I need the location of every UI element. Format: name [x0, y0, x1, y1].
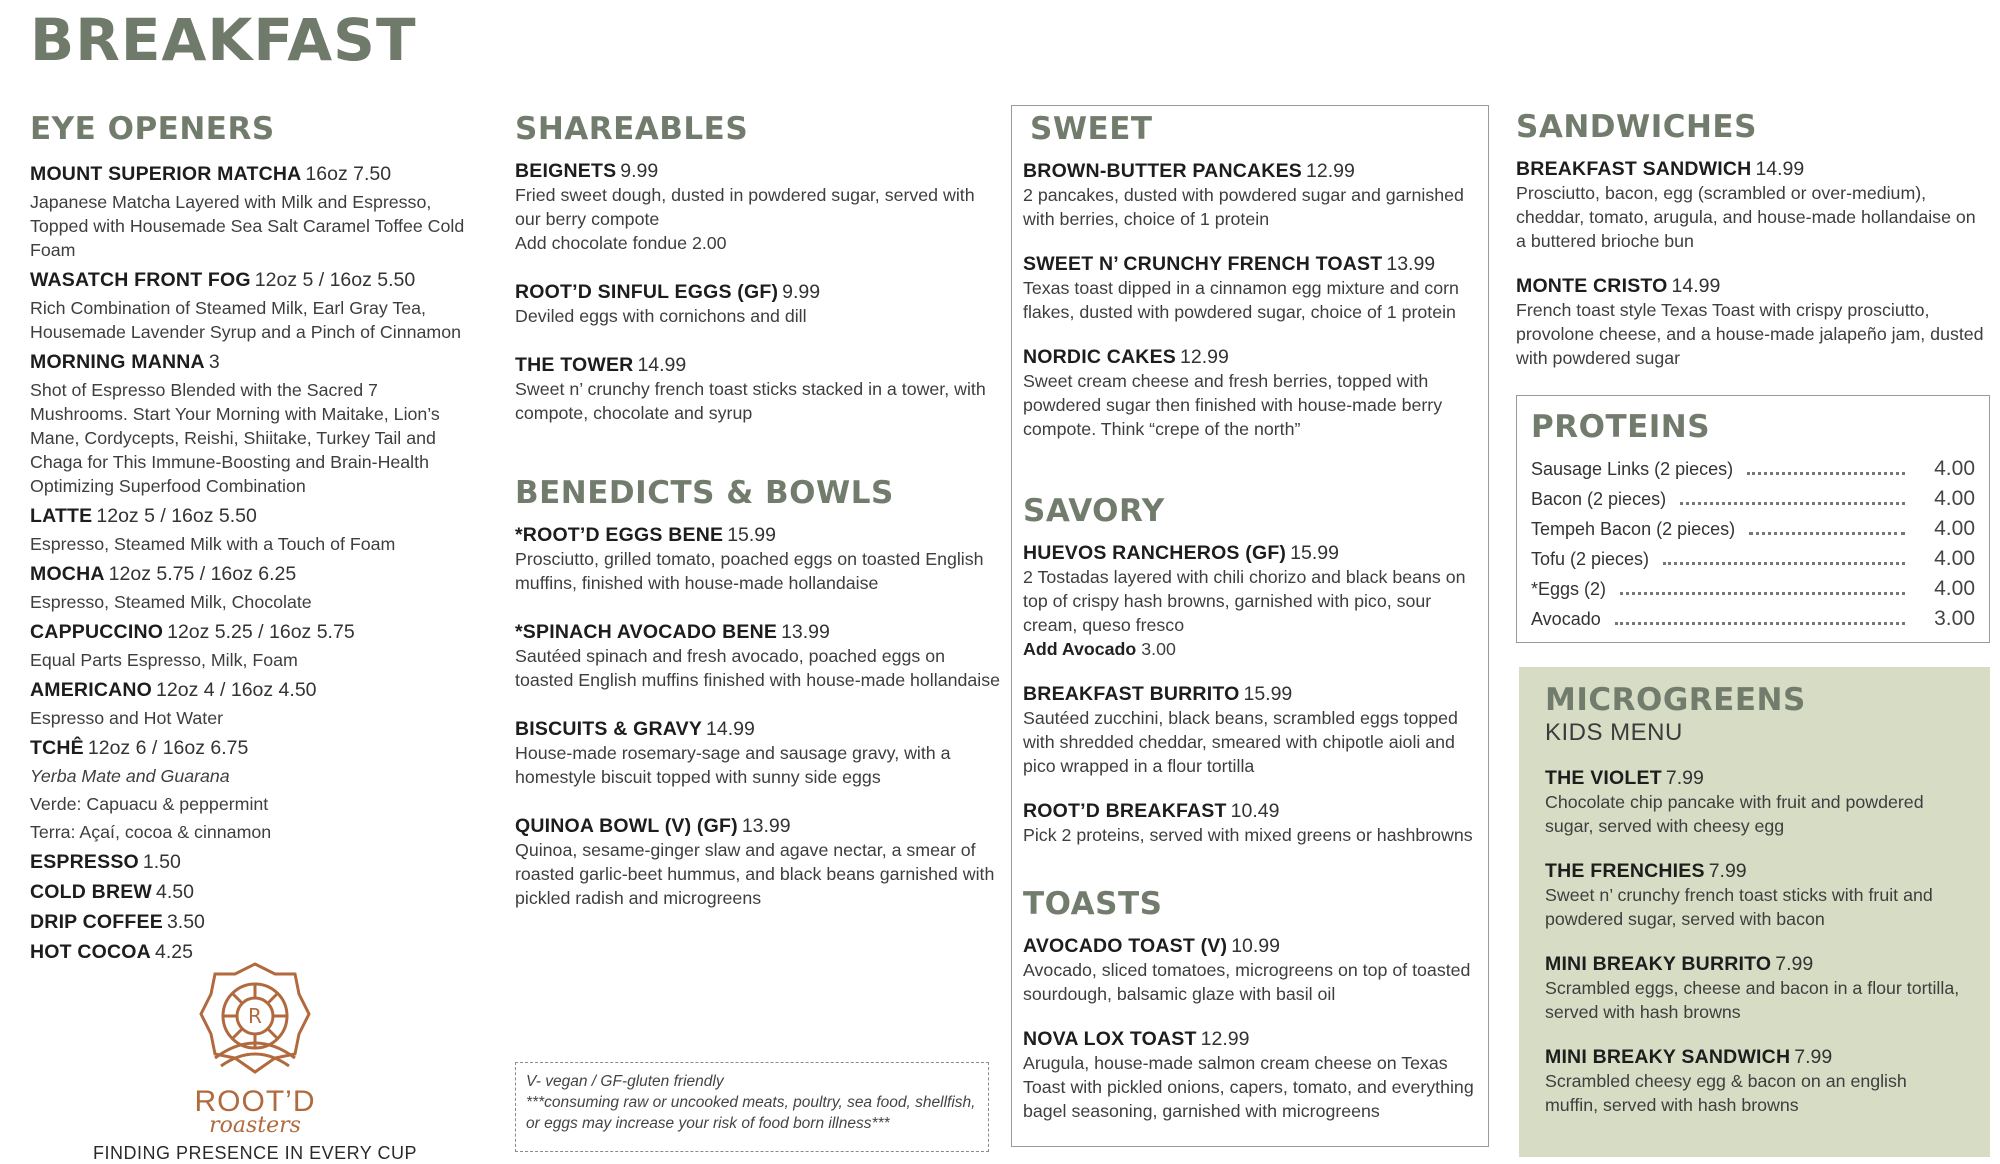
sweet-section	[1023, 112, 1483, 463]
protein-name: Sausage Links (2 pieces)	[1531, 459, 1734, 480]
proteins-heading: PROTEINS	[1531, 409, 1711, 445]
menu-item-title	[30, 160, 480, 190]
menu-item-title	[30, 734, 480, 764]
menu-item-title	[30, 848, 480, 878]
logo-sub: roasters	[209, 1113, 301, 1138]
menu-item-name: THE VIOLET	[1545, 767, 1662, 790]
menu-item	[515, 354, 995, 425]
menu-item-name: QUINOA BOWL (V) (GF)	[515, 815, 738, 838]
menu-item-addon: Add chocolate fondue 2.00	[515, 233, 727, 254]
menu-item-price: 14.99	[1755, 158, 1805, 181]
menu-item	[30, 676, 480, 730]
menu-item-name: BISCUITS & GRAVY	[515, 718, 703, 741]
protein-row	[1531, 514, 1975, 544]
menu-item	[1545, 860, 1964, 931]
menu-item	[1023, 346, 1483, 441]
menu-item-title	[1023, 683, 1483, 706]
menu-item-price: 12oz 6 / 16oz 6.75	[87, 737, 249, 760]
leader-dots	[1620, 592, 1905, 595]
menu-item-price: 1.50	[142, 851, 181, 874]
menu-item	[1023, 542, 1483, 661]
menu-item-price: 12.99	[1180, 346, 1229, 369]
menu-item-name: MINI BREAKY BURRITO	[1545, 953, 1772, 976]
menu-item-description: Deviled eggs with cornichons and dill	[515, 306, 807, 327]
protein-row	[1531, 604, 1975, 634]
menu-item-price: 15.99	[727, 524, 776, 547]
menu-item-addon	[1023, 637, 1483, 661]
menu-item-title	[515, 718, 1000, 741]
menu-item	[30, 908, 480, 938]
menu-item-price: 7.99	[1794, 1046, 1833, 1069]
menu-item-price: 4.25	[154, 941, 193, 964]
menu-item	[1023, 935, 1483, 1006]
menu-item-description: Prosciutto, grilled tomato, poached eggs on toasted English muffins, finished with house-made hollandaise	[515, 549, 984, 594]
menu-item-title	[1023, 542, 1483, 565]
menu-item-name: MORNING MANNA	[30, 351, 205, 374]
menu-item	[1516, 275, 1986, 370]
protein-price: 4.00	[1934, 547, 1975, 571]
menu-item-description: Arugula, house-made salmon cream cheese on Texas Toast with pickled onions, capers, tomato, and everything bagel seasoning, garnished with microgreens	[1023, 1053, 1474, 1122]
protein-row	[1531, 574, 1975, 604]
menu-item	[30, 266, 480, 344]
menu-item-price: 13.99	[1386, 253, 1436, 276]
menu-item-name: WASATCH FRONT FOG	[30, 269, 251, 292]
menu-item-price: 12oz 5.75 / 16oz 6.25	[108, 563, 297, 586]
menu-item-price: 14.99	[706, 718, 755, 741]
menu-item-description: Chocolate chip pancake with fruit and powdered sugar, served with cheesy egg	[1545, 792, 1924, 837]
protein-price: 4.00	[1934, 487, 1975, 511]
menu-item-price: 15.99	[1290, 542, 1339, 565]
menu-item-description: Scrambled eggs, cheese and bacon in a flour tortilla, served with hash browns	[1545, 978, 1960, 1023]
note-line-1: V- vegan / GF-gluten friendly	[526, 1073, 724, 1090]
leader-dots	[1749, 532, 1905, 535]
menu-item	[1023, 800, 1483, 847]
menu-item-description: Verde: Capuacu & peppermint	[30, 794, 269, 815]
menu-item	[1545, 953, 1964, 1024]
menu-item-description: Scrambled cheesy egg & bacon on an english muffin, served with hash browns	[1545, 1071, 1907, 1116]
menu-item	[30, 878, 480, 908]
benedicts-heading: BENEDICTS & BOWLS	[515, 475, 894, 511]
proteins-section	[1516, 395, 1990, 643]
protein-name: Tofu (2 pieces)	[1531, 549, 1650, 570]
note-line-2: ***consuming raw or uncooked meats, poultry, sea food, shellfish, or eggs may increase your risk of food born illness***	[526, 1094, 976, 1132]
menu-item-title	[1023, 935, 1483, 958]
menu-item-price: 12.99	[1306, 160, 1355, 183]
menu-item-title	[30, 908, 480, 938]
menu-item-description: 2 pancakes, dusted with powdered sugar and garnished with berries, choice of 1 protein	[1023, 185, 1464, 230]
leader-dots	[1680, 502, 1905, 505]
menu-item-description: Equal Parts Espresso, Milk, Foam	[30, 650, 298, 671]
menu-item-title	[30, 676, 480, 706]
menu-item-name: AMERICANO	[30, 679, 153, 702]
toasts-section	[1023, 887, 1483, 1145]
toasts-heading: TOASTS	[1023, 886, 1163, 922]
menu-item-description: Sautéed spinach and fresh avocado, poached eggs on toasted English muffins finished with house-made hollandaise	[515, 646, 1000, 691]
menu-item-name: ROOT’D SINFUL EGGS (GF)	[515, 281, 779, 304]
eye-openers-section	[30, 112, 480, 968]
protein-price: 4.00	[1934, 577, 1975, 601]
roasters-logo	[90, 958, 420, 1164]
leader-dots	[1747, 472, 1905, 475]
menu-item-description: Espresso, Steamed Milk with a Touch of Foam	[30, 534, 396, 555]
menu-item-description: Sweet cream cheese and fresh berries, topped with powdered sugar then finished with house-made berry compote. Think “crepe of the north”	[1023, 371, 1443, 440]
savory-heading: SAVORY	[1023, 493, 1165, 529]
menu-item	[30, 560, 480, 614]
shareables-heading: SHAREABLES	[515, 111, 749, 147]
menu-item-name: ROOT’D BREAKFAST	[1023, 800, 1227, 823]
sweet-heading: SWEET	[1030, 111, 1153, 147]
menu-item	[515, 718, 1000, 789]
menu-item	[515, 621, 1000, 692]
menu-item-title	[515, 281, 995, 304]
menu-item-description: House-made rosemary-sage and sausage gravy, with a homestyle biscuit topped with sunny side eggs	[515, 743, 951, 788]
menu-item-name: MOUNT SUPERIOR MATCHA	[30, 163, 302, 186]
menu-item-note: Yerba Mate and Guarana	[30, 766, 230, 787]
sandwiches-section	[1516, 110, 1986, 392]
menu-item-name: SWEET N’ CRUNCHY FRENCH TOAST	[1023, 253, 1383, 276]
menu-item	[30, 734, 480, 844]
menu-item-name: TCHÊ	[30, 737, 84, 760]
menu-item-price: 7.99	[1665, 767, 1704, 790]
menu-item-price: 12oz 5 / 16oz 5.50	[96, 505, 257, 528]
menu-item-price: 3.50	[166, 911, 205, 934]
menu-item-title	[515, 815, 1000, 838]
menu-item-price: 9.99	[782, 281, 821, 304]
menu-item	[515, 281, 995, 328]
menu-item-description: French toast style Texas Toast with crispy prosciutto, provolone cheese, and a house-made jalapeño jam, dusted with powdered sugar	[1516, 300, 1984, 369]
menu-item	[1545, 767, 1964, 838]
protein-name: Bacon (2 pieces)	[1531, 489, 1667, 510]
menu-item-description: Sweet n’ crunchy french toast sticks stacked in a tower, with compote, chocolate and syrup	[515, 379, 986, 424]
menu-item	[30, 618, 480, 672]
menu-item-title	[30, 618, 480, 648]
menu-item	[1023, 1028, 1483, 1123]
protein-row	[1531, 454, 1975, 484]
protein-price: 4.00	[1934, 517, 1975, 541]
microgreens-heading: MICROGREENS	[1545, 682, 1806, 718]
savory-section	[1023, 494, 1483, 869]
addon-label: Add Avocado	[1023, 639, 1137, 660]
menu-item-name: DRIP COFFEE	[30, 911, 163, 934]
menu-item-price: 12oz 5.25 / 16oz 5.75	[167, 621, 355, 644]
menu-item-name: AVOCADO TOAST (V)	[1023, 935, 1228, 958]
menu-item-description: Espresso and Hot Water	[30, 708, 224, 729]
menu-item-name: THE FRENCHIES	[1545, 860, 1705, 883]
menu-item-title	[30, 560, 480, 590]
menu-item-description: Sweet n’ crunchy french toast sticks with fruit and powdered sugar, served with bacon	[1545, 885, 1933, 930]
menu-item-title	[1023, 800, 1483, 823]
menu-item-price: 10.49	[1230, 800, 1280, 823]
menu-item-name: MOCHA	[30, 563, 105, 586]
menu-item-description: Japanese Matcha Layered with Milk and Espresso, Topped with Housemade Sea Salt Caramel Toffee Cold Foam	[30, 192, 465, 261]
menu-item-price: 7.99	[1775, 953, 1814, 976]
menu-item-title	[1516, 158, 1986, 181]
menu-item	[1023, 253, 1483, 324]
protein-row	[1531, 544, 1975, 574]
menu-item-description: Avocado, sliced tomatoes, microgreens on top of toasted sourdough, balsamic glaze with basil oil	[1023, 960, 1471, 1005]
protein-price: 3.00	[1934, 607, 1975, 631]
menu-item	[1545, 1046, 1964, 1117]
menu-item-title	[30, 878, 480, 908]
protein-price: 4.00	[1934, 457, 1975, 481]
menu-item-price: 12oz 4 / 16oz 4.50	[156, 679, 317, 702]
menu-item-price: 13.99	[781, 621, 830, 644]
menu-item-title	[515, 354, 995, 377]
menu-item	[30, 348, 480, 498]
menu-item-description: Prosciutto, bacon, egg (scrambled or over-medium), cheddar, tomato, arugula, and house-made hollandaise on a buttered brioche bun	[1516, 183, 1976, 252]
menu-item-title	[515, 524, 1000, 547]
menu-item-name: LATTE	[30, 505, 93, 528]
menu-item-price: 12.99	[1200, 1028, 1250, 1051]
menu-item-price: 9.99	[620, 160, 659, 183]
shareables-section	[515, 112, 995, 451]
menu-item-name: BREAKFAST BURRITO	[1023, 683, 1240, 706]
addon-price: 3.00	[1141, 639, 1176, 660]
menu-item	[30, 502, 480, 556]
dietary-note	[515, 1062, 989, 1152]
menu-item	[1516, 158, 1986, 253]
menu-item-title	[1545, 953, 1964, 976]
menu-item	[1023, 160, 1483, 231]
menu-item-name: CAPPUCCINO	[30, 621, 164, 644]
menu-item-description: Shot of Espresso Blended with the Sacred 7 Mushrooms. Start Your Morning with Maitake, Lion’s Mane, Cordycepts, Reishi, Shiitake, Turkey Tail and Chaga for This Immune-Boosting and Brain-Health Optimizing Superfood Combination	[30, 380, 440, 497]
menu-item-title	[30, 348, 480, 378]
menu-item-name: HUEVOS RANCHEROS (GF)	[1023, 542, 1287, 565]
logo-name: ROOT’D	[194, 1085, 316, 1118]
menu-item-name: BREAKFAST SANDWICH	[1516, 158, 1752, 181]
menu-item-price: 13.99	[741, 815, 791, 838]
menu-item-title	[515, 621, 1000, 644]
menu-item-name: MONTE CRISTO	[1516, 275, 1668, 298]
tagline: FINDING PRESENCE IN EVERY CUP	[93, 1143, 417, 1163]
menu-item-name: NOVA LOX TOAST	[1023, 1028, 1197, 1051]
kids-menu-subheading: KIDS MENU	[1545, 719, 1683, 747]
menu-item-description: Fried sweet dough, dusted in powdered sugar, served with our berry compote	[515, 185, 975, 230]
menu-item-price: 12oz 5 / 16oz 5.50	[254, 269, 416, 292]
menu-item-price: 16oz 7.50	[305, 163, 392, 186]
sandwiches-heading: SANDWICHES	[1516, 109, 1757, 145]
menu-item-name: HOT COCOA	[30, 941, 151, 964]
menu-item-description: Rich Combination of Steamed Milk, Earl Gray Tea, Housemade Lavender Syrup and a Pinch of Cinnamon	[30, 298, 461, 343]
menu-item-name: NORDIC CAKES	[1023, 346, 1176, 369]
menu-item	[515, 524, 1000, 595]
protein-name: *Eggs (2)	[1531, 579, 1607, 600]
menu-item-title	[1545, 1046, 1964, 1069]
menu-item	[30, 160, 480, 262]
svg-text:R: R	[248, 1004, 262, 1028]
menu-item-price: 7.99	[1708, 860, 1747, 883]
protein-name: Tempeh Bacon (2 pieces)	[1531, 519, 1736, 540]
menu-item-description: Texas toast dipped in a cinnamon egg mixture and corn flakes, dusted with powdered sugar, choice of 1 protein	[1023, 278, 1459, 323]
menu-item-price: 10.99	[1231, 935, 1280, 958]
menu-item-description: 2 Tostadas layered with chili chorizo and black beans on top of crispy hash browns, garnished with pico, sour cream, queso fresco	[1023, 567, 1466, 636]
menu-item-name: COLD BREW	[30, 881, 153, 904]
menu-item-title	[1516, 275, 1986, 298]
menu-item-title	[1023, 160, 1483, 183]
menu-item-name: BROWN-BUTTER PANCAKES	[1023, 160, 1302, 183]
menu-item	[1023, 683, 1483, 778]
leader-dots	[1615, 622, 1905, 625]
menu-item-title	[30, 266, 480, 296]
eye-openers-heading: EYE OPENERS	[30, 111, 275, 147]
leader-dots	[1663, 562, 1905, 565]
menu-item-name: MINI BREAKY SANDWICH	[1545, 1046, 1791, 1069]
menu-item-price: 14.99	[637, 354, 687, 377]
menu-item	[515, 815, 1000, 910]
protein-name: Avocado	[1531, 609, 1601, 630]
menu-item	[30, 848, 480, 878]
menu-item-title	[1023, 1028, 1483, 1051]
page-title: BREAKFAST	[30, 6, 417, 74]
menu-item-name: BEIGNETS	[515, 160, 617, 183]
menu-item-title	[1023, 346, 1483, 369]
microgreens-section	[1519, 667, 1990, 1157]
logo-emblem-icon	[195, 958, 315, 1078]
menu-item-title	[1545, 860, 1964, 883]
menu-item-description: Sautéed zucchini, black beans, scrambled eggs topped with shredded cheddar, smeared with chipotle aioli and pico wrapped in a flour tortilla	[1023, 708, 1458, 777]
menu-item-price: 4.50	[156, 881, 194, 904]
menu-item-price: 14.99	[1671, 275, 1721, 298]
menu-item-title	[1023, 253, 1483, 276]
menu-item-name: THE TOWER	[515, 354, 634, 377]
menu-item-title	[515, 160, 995, 183]
menu-item-name: *ROOT’D EGGS BENE	[515, 524, 724, 547]
benedicts-section	[515, 476, 1000, 936]
menu-item-description: Pick 2 proteins, served with mixed greens or hashbrowns	[1023, 825, 1473, 846]
menu-item-name: ESPRESSO	[30, 851, 139, 874]
menu-item	[515, 160, 995, 255]
menu-item-name: *SPINACH AVOCADO BENE	[515, 621, 778, 644]
menu-item-price: 3	[208, 351, 220, 374]
menu-item-description: Quinoa, sesame-ginger slaw and agave nectar, a smear of roasted garlic-beet hummus, and black beans garnished with pickled radish and microgreens	[515, 840, 995, 909]
menu-item-description-2: Terra: Açaí, cocoa & cinnamon	[30, 822, 272, 843]
menu-item-title	[1545, 767, 1964, 790]
menu-item-title	[30, 502, 480, 532]
protein-row	[1531, 484, 1975, 514]
menu-item-price: 15.99	[1243, 683, 1293, 706]
menu-item-description: Espresso, Steamed Milk, Chocolate	[30, 592, 312, 613]
